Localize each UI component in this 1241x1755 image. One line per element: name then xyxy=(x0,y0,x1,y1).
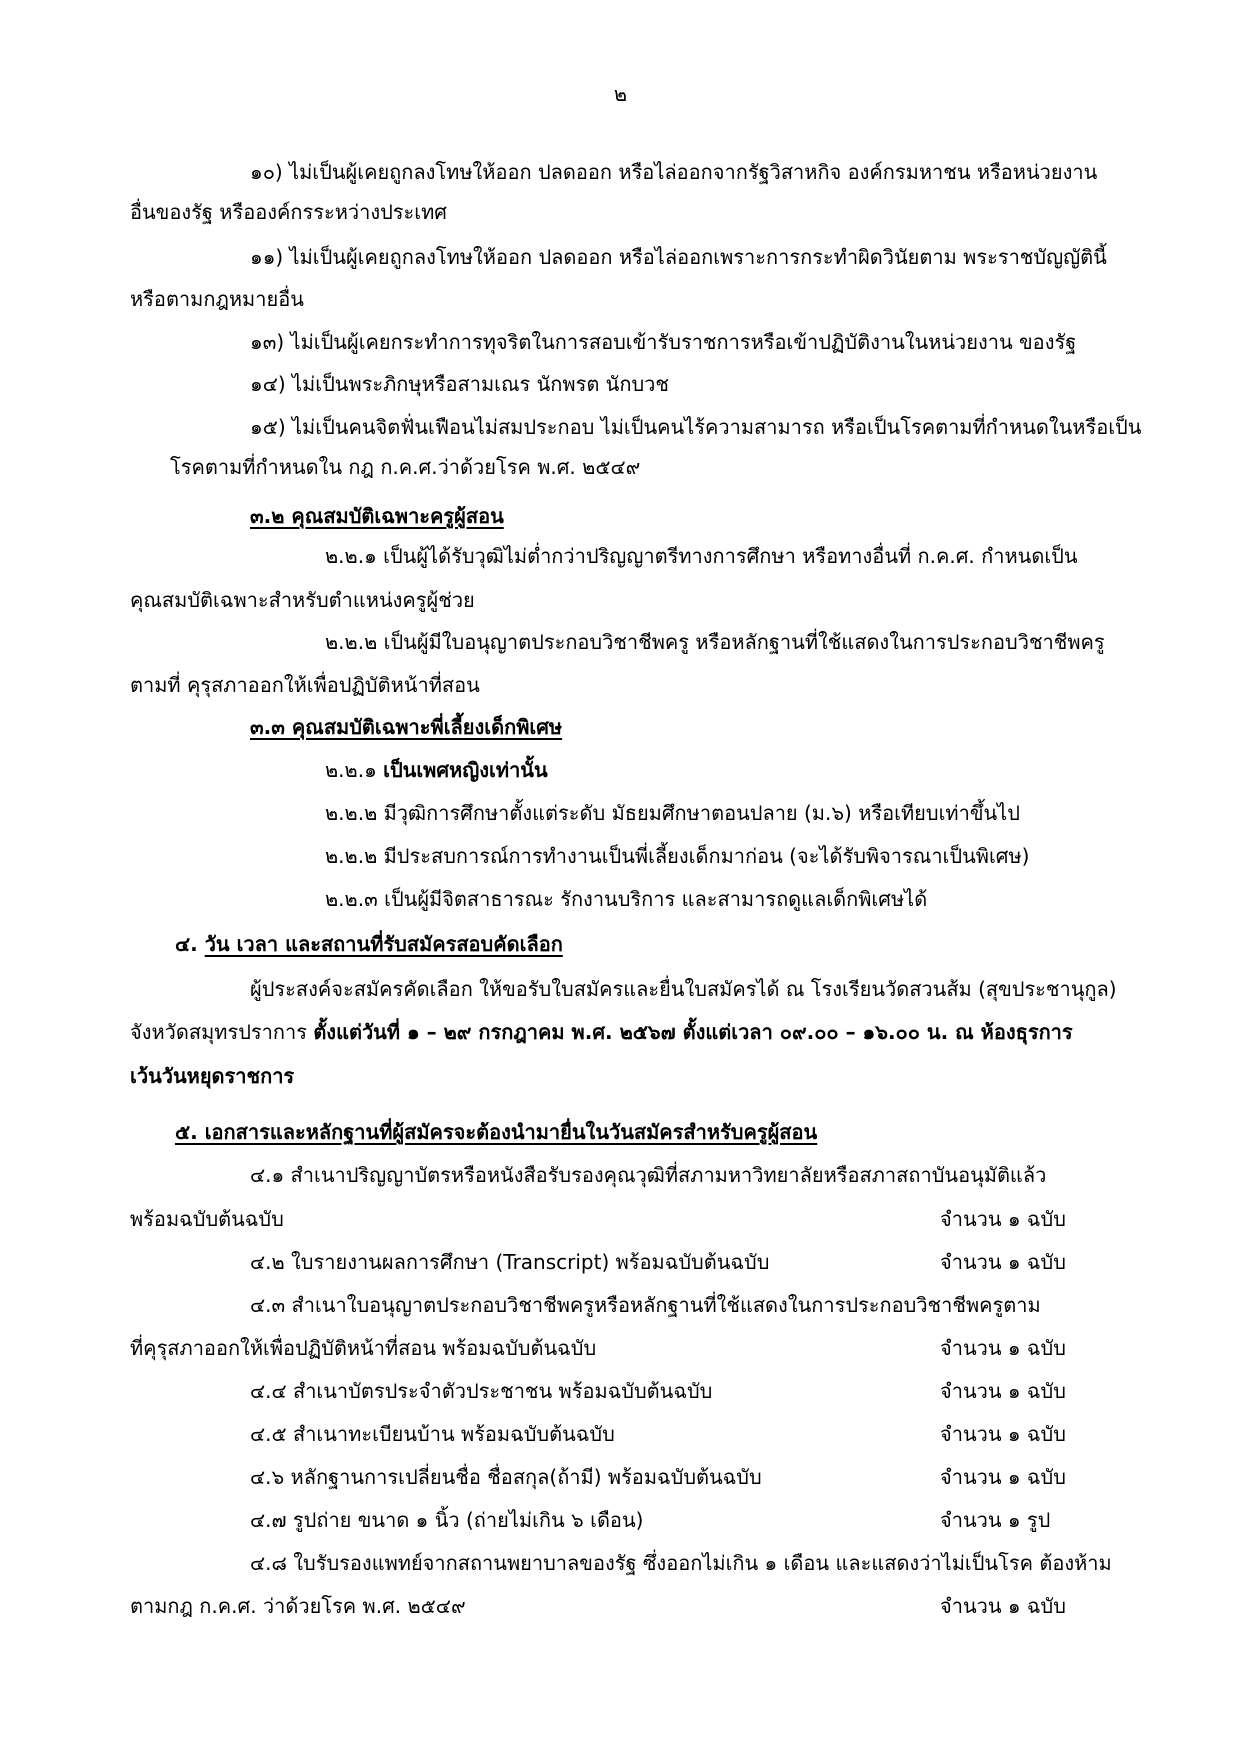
section-3-3-item3: ๒.๒.๒ มีประสบการณ์การทำงานเป็นพี่เลี้ยงเด็กมาก่อน (จะได้รับพิจารณาเป็นพิเศษ) xyxy=(325,844,1030,868)
doc-4-1-line1: ๔.๑ สำเนาปริญญาบัตรหรือหนังสือรับรองคุณวุฒิที่สภามหาวิทยาลัยหรือสภาสถาบันอนุมัติแล้ว xyxy=(250,1163,1047,1187)
page-number: ๒ xyxy=(613,82,628,106)
doc-4-5: ๔.๕ สำเนาทะเบียนบ้าน พร้อมฉบับต้นฉบับ xyxy=(250,1422,615,1446)
section-3-2-item1-line2: คุณสมบัติเฉพาะสำหรับตำแหน่งครูผู้ช่วย xyxy=(130,588,475,612)
item-10-line2: อื่นของรัฐ หรือองค์กรระหว่างประเทศ xyxy=(130,200,448,224)
item-10-line1: ๑๐) ไม่เป็นผู้เคยถูกลงโทษให้ออก ปลดออก หรือไล่ออกจากรัฐวิสาหกิจ องค์กรมหาชน หรือหน่วยงาน xyxy=(250,160,1098,184)
doc-4-3-line1: ๔.๓ สำเนาใบอนุญาตประกอบวิชาชีพครูหรือหลักฐานที่ใช้แสดงในการประกอบวิชาชีพครูตาม xyxy=(250,1293,1041,1317)
section-3-3-item1-number: ๒.๒.๑ xyxy=(325,758,384,782)
doc-4-4-quantity: จำนวน ๑ ฉบับ xyxy=(940,1379,1066,1403)
section-3-2-item2-line2: ตามที่ คุรุสภาออกให้เพื่อปฏิบัติหน้าที่สอน xyxy=(130,673,480,697)
section-3-3-heading: ๓.๓ คุณสมบัติเฉพาะพี่เลี้ยงเด็กพิเศษ xyxy=(250,715,563,739)
section-4-number: ๔. xyxy=(175,932,205,956)
section-4-province: จังหวัดสมุทรปราการ xyxy=(130,1020,314,1044)
section-3-2-item1-line1: ๒.๒.๑ เป็นผู้ได้รับวุฒิไม่ต่ำกว่าปริญญาตรีทางการศึกษา หรือทางอื่นที่ ก.ค.ศ. กำหนดเป็น xyxy=(325,544,1078,568)
doc-4-8-line1: ๔.๘ ใบรับรองแพทย์จากสถานพยาบาลของรัฐ ซึ่งออกไม่เกิน ๑ เดือน และแสดงว่าไม่เป็นโรค ต้องห้าม xyxy=(250,1551,1112,1575)
section-3-3-item2: ๒.๒.๒ มีวุฒิการศึกษาตั้งแต่ระดับ มัธยมศึกษาตอนปลาย (ม.๖) หรือเทียบเท่าขึ้นไป xyxy=(325,801,1020,825)
item-11-line2: หรือตามกฎหมายอื่น xyxy=(130,287,304,311)
section-3-2-heading: ๓.๒ คุณสมบัติเฉพาะครูผู้สอน xyxy=(250,504,504,528)
item-15-line1: ๑๕) ไม่เป็นคนจิตฟั่นเฟือนไม่สมประกอบ ไม่เป็นคนไร้ความสามารถ หรือเป็นโรคตามที่กำหนดในหรือเป็น xyxy=(250,415,1142,439)
item-15-line2: โรคตามที่กำหนดใน กฎ ก.ค.ศ.ว่าด้วยโรค พ.ศ. ๒๕๔๙ xyxy=(170,455,641,479)
section-3-3-item1-text: เป็นเพศหญิงเท่านั้น xyxy=(383,758,548,782)
doc-4-4: ๔.๔ สำเนาบัตรประจำตัวประชาชน พร้อมฉบับต้นฉบับ xyxy=(250,1379,713,1403)
section-3-3-item1 xyxy=(325,756,548,784)
section-3-2-item2-line1: ๒.๒.๒ เป็นผู้มีใบอนุญาตประกอบวิชาชีพครู หรือหลักฐานที่ใช้แสดงในการประกอบวิชาชีพครู xyxy=(325,630,1105,654)
section-4-para-line2 xyxy=(130,1018,1073,1046)
item-11-line1: ๑๑) ไม่เป็นผู้เคยถูกลงโทษให้ออก ปลดออก หรือไล่ออกเพราะการกระทำผิดวินัยตาม พระราชบัญญัตินี้ xyxy=(250,245,1107,269)
doc-4-2: ๔.๒ ใบรายงานผลการศึกษา (Transcript) พร้อมฉบับต้นฉบับ xyxy=(250,1250,770,1274)
doc-4-8-line2: ตามกฎ ก.ค.ศ. ว่าด้วยโรค พ.ศ. ๒๕๔๙ xyxy=(130,1594,466,1618)
doc-4-1-quantity: จำนวน ๑ ฉบับ xyxy=(940,1207,1066,1231)
doc-4-5-quantity: จำนวน ๑ ฉบับ xyxy=(940,1422,1066,1446)
item-14: ๑๔) ไม่เป็นพระภิกษุหรือสามเณร นักพรต นักบวช xyxy=(250,372,669,396)
doc-4-7-quantity: จำนวน ๑ รูป xyxy=(940,1508,1051,1532)
doc-4-2-quantity: จำนวน ๑ ฉบับ xyxy=(940,1250,1066,1274)
doc-4-6: ๔.๖ หลักฐานการเปลี่ยนชื่อ ชื่อสกุล(ถ้ามี) พร้อมฉบับต้นฉบับ xyxy=(250,1465,762,1489)
section-3-3-item4: ๒.๒.๓ เป็นผู้มีจิตสาธารณะ รักงานบริการ และสามารถดูแลเด็กพิเศษได้ xyxy=(325,887,928,911)
doc-4-3-line2: ที่คุรุสภาออกให้เพื่อปฏิบัติหน้าที่สอน พร้อมฉบับต้นฉบับ xyxy=(130,1336,597,1360)
doc-4-7: ๔.๗ รูปถ่าย ขนาด ๑ นิ้ว (ถ่ายไม่เกิน ๖ เดือน) xyxy=(250,1508,644,1532)
doc-4-3-quantity: จำนวน ๑ ฉบับ xyxy=(940,1336,1066,1360)
item-13: ๑๓) ไม่เป็นผู้เคยกระทำการทุจริตในการสอบเข้ารับราชการหรือเข้าปฏิบัติงานในหน่วยงาน ของรัฐ xyxy=(250,330,1077,354)
section-4-para-line3: เว้นวันหยุดราชการ xyxy=(130,1064,295,1088)
section-5-heading: ๕. เอกสารและหลักฐานที่ผู้สมัครจะต้องนำมายื่นในวันสมัครสำหรับครูผู้สอน xyxy=(175,1120,818,1144)
section-4-dates: ตั้งแต่วันที่ ๑ – ๒๙ กรกฎาคม พ.ศ. ๒๕๖๗ ตั้งแต่เวลา ๐๙.๐๐ – ๑๖.๐๐ น. ณ ห้องธุรการ xyxy=(313,1020,1073,1044)
section-4-heading xyxy=(175,930,563,958)
doc-4-8-quantity: จำนวน ๑ ฉบับ xyxy=(940,1594,1066,1618)
section-4-para-line1: ผู้ประสงค์จะสมัครคัดเลือก ให้ขอรับใบสมัครและยื่นใบสมัครได้ ณ โรงเรียนวัดสวนส้ม (สุขประชานุกูล) xyxy=(250,977,1117,1001)
doc-4-1-line2: พร้อมฉบับต้นฉบับ xyxy=(130,1207,284,1231)
section-4-title: วัน เวลา และสถานที่รับสมัครสอบคัดเลือก xyxy=(204,932,563,956)
doc-4-6-quantity: จำนวน ๑ ฉบับ xyxy=(940,1465,1066,1489)
